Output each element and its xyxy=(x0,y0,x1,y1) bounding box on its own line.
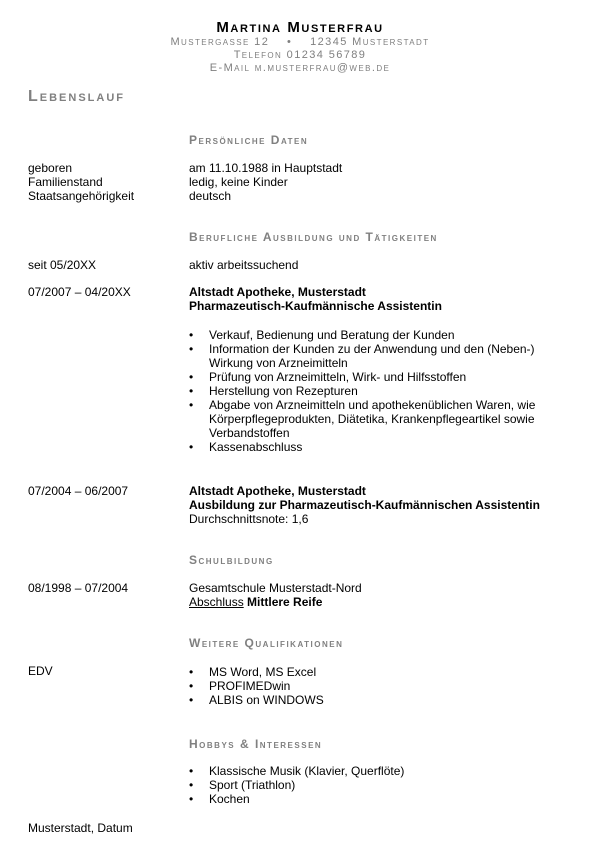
degree-label: Abschluss xyxy=(189,595,244,609)
career-employer-2: Altstadt Apotheke, Musterstadt xyxy=(189,285,366,299)
city: 12345 Musterstadt xyxy=(310,36,430,48)
career-role-3: Ausbildung zur Pharmazeutisch-Kaufmännischen Assistentin xyxy=(189,498,540,512)
label-born: geboren xyxy=(28,161,73,175)
label-marital-status: Familienstand xyxy=(28,175,103,189)
label-nationality: Staatsangehörigkeit xyxy=(28,189,135,203)
list-item: • Kochen xyxy=(189,792,549,806)
email-line: E-Mail m.musterfrau@web.de xyxy=(209,62,391,74)
value-marital-status: ledig, keine Kinder xyxy=(189,175,288,189)
career-date-1: seit 05/20XX xyxy=(28,258,97,272)
list-item: • Klassische Musik (Klavier, Querflöte) xyxy=(189,764,549,778)
list-item: • PROFIMEDwin xyxy=(189,679,549,693)
skills-list xyxy=(189,665,549,707)
list-item: • Herstellung von Rezepturen xyxy=(189,384,549,398)
school-name: Gesamtschule Musterstadt-Nord xyxy=(189,581,362,595)
section-heading-school: Schulbildung xyxy=(189,553,274,567)
career-employer-3: Altstadt Apotheke, Musterstadt xyxy=(189,484,366,498)
list-item: • Prüfung von Arzneimitteln, Wirk- und Hilfsstoffen xyxy=(189,370,549,384)
degree-value: Mittlere Reife xyxy=(247,595,323,609)
section-heading-hobbies: Hobbys & Interessen xyxy=(189,737,323,751)
value-born: am 11.10.1988 in Hauptstadt xyxy=(189,161,343,175)
career-date-3: 07/2004 – 06/2007 xyxy=(28,484,129,498)
list-item: • Verkauf, Bedienung und Beratung der Kunden xyxy=(189,328,549,342)
phone-line: Telefon 01234 56789 xyxy=(233,49,367,61)
separator-dot: • xyxy=(287,36,293,48)
career-text-1: aktiv arbeitssuchend xyxy=(189,258,299,272)
school-date: 08/1998 – 07/2004 xyxy=(28,581,129,595)
document-title: Lebenslauf xyxy=(28,88,125,105)
address-line xyxy=(0,36,600,49)
hobbies-list xyxy=(189,764,549,806)
section-heading-career: Berufliche Ausbildung und Tätigkeiten xyxy=(189,230,438,244)
duties-list xyxy=(189,328,549,454)
street: Mustergasse 12 xyxy=(170,36,270,48)
list-item: • ALBIS on WINDOWS xyxy=(189,693,549,707)
career-date-2: 07/2007 – 04/20XX xyxy=(28,285,131,299)
list-item: • Kassenabschluss xyxy=(189,440,549,454)
list-item: • MS Word, MS Excel xyxy=(189,665,549,679)
skills-label: EDV xyxy=(28,664,53,678)
list-item: • Abgabe von Arzneimitteln und apothekenüblichen Waren, wie Körperpflegeprodukten, Diätetika, Krankenpflegeartikel sowie Verbandstoffen xyxy=(189,398,549,440)
school-degree-line xyxy=(189,595,322,609)
cv-header xyxy=(0,20,600,75)
section-heading-personal: Persönliche Daten xyxy=(189,133,309,147)
value-nationality: deutsch xyxy=(189,189,232,203)
section-heading-skills: Weitere Qualifikationen xyxy=(189,636,344,650)
list-item: • Information der Kunden zu der Anwendung und den (Neben-) Wirkung von Arzneimitteln xyxy=(189,342,549,370)
place-date: Musterstadt, Datum xyxy=(28,821,133,835)
applicant-name: Martina Musterfrau xyxy=(216,19,384,36)
list-item: • Sport (Triathlon) xyxy=(189,778,549,792)
career-grade-3: Durchschnittsnote: 1,6 xyxy=(189,512,309,526)
career-role-2: Pharmazeutisch-Kaufmännische Assistentin xyxy=(189,299,442,313)
